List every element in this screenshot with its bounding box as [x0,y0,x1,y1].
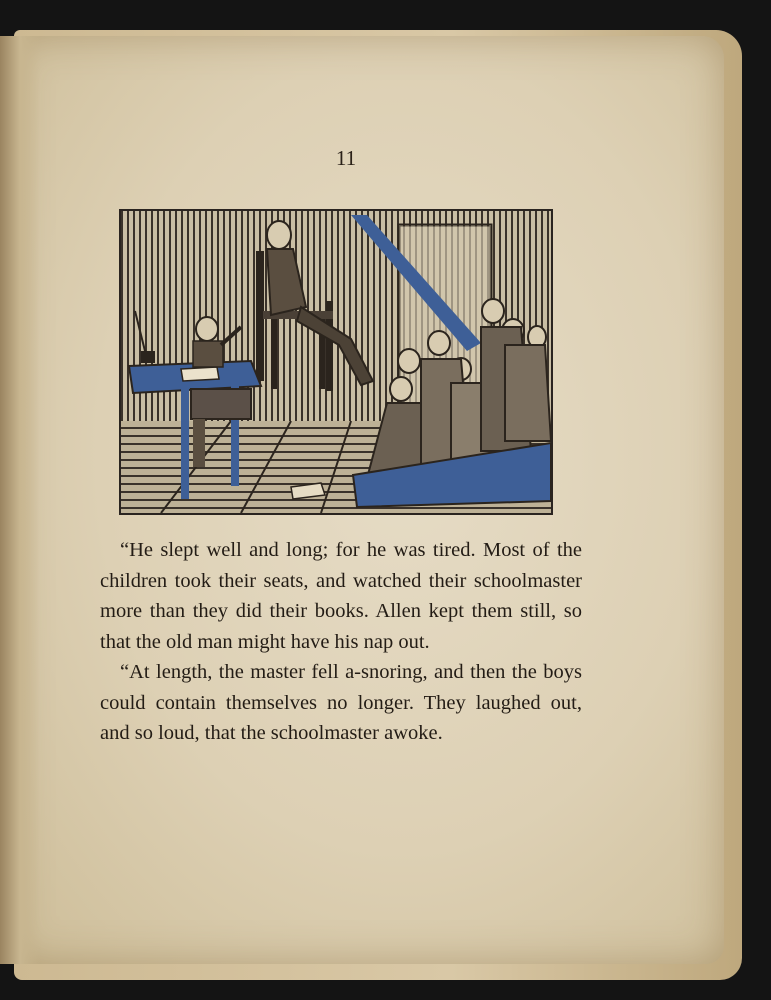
woodcut-illustration [119,209,553,515]
book-gutter [0,36,40,964]
body-text [100,535,582,749]
paragraph-1: “He slept well and long; for he was tired. Most of the children took their seats, and watched their schoolmaster more than they did their books. Allen kept them still, so that the old man might have his nap out. [100,539,582,653]
page-number: 11 [335,146,357,170]
paragraph-2: “At length, the master fell a-snoring, and then the boys could contain themselves no longer. They laughed out, and so loud, that the schoolmaster awoke. [100,661,582,744]
